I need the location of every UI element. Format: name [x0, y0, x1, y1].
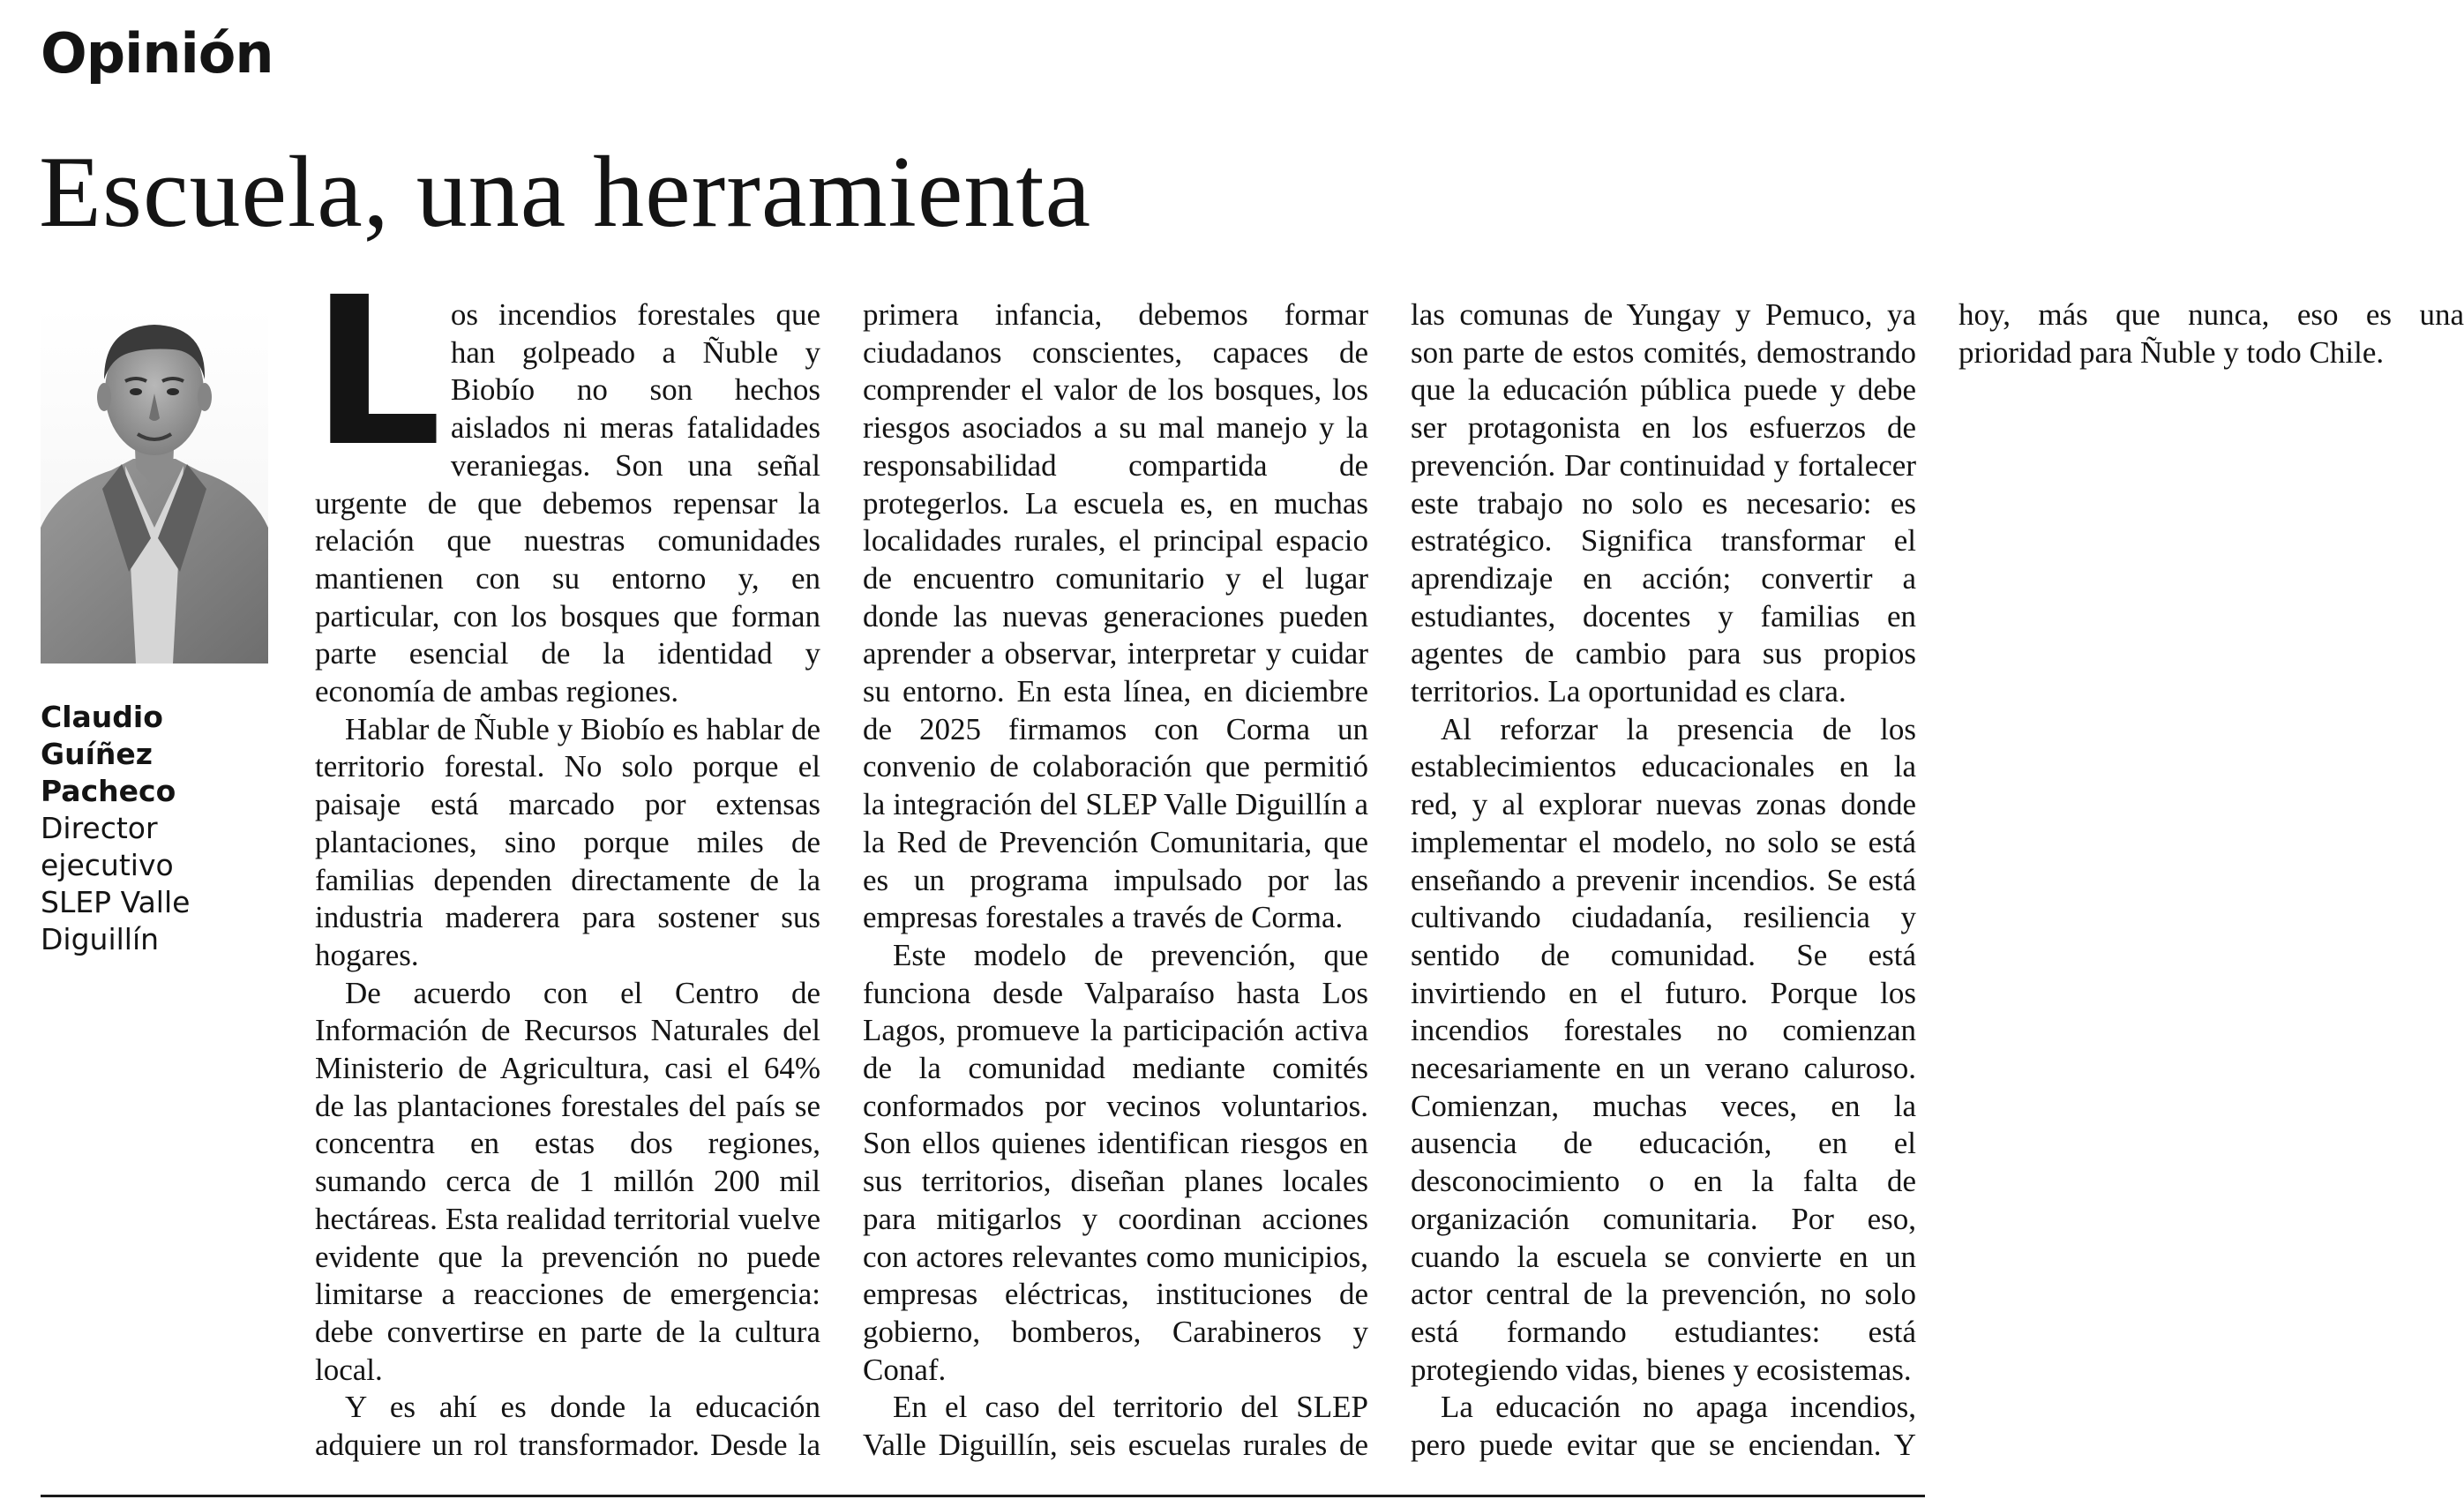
- author-name-line: Claudio: [41, 700, 163, 734]
- author-photo: [41, 307, 268, 664]
- author-role-line: SLEP Valle: [41, 885, 191, 919]
- bottom-rule: [41, 1495, 1925, 1497]
- article-paragraph: La educación no apaga incendios, pero puede evitar que se enciendan. Y hoy, más que nunca, eso es una prioridad para Ñuble y todo Chile.: [1411, 297, 2464, 1463]
- article-body: [311, 253, 2464, 1467]
- article-paragraph: Al reforzar la presencia de los establecimientos educacionales en la red, y al explorar nuevas zonas donde implementar el modelo, no solo se está enseñando a prevenir incendios. Se está cultivando ciudadanía, resiliencia y sentido de comunidad. Se está invirtiendo en el futuro. Porque los incendios forestales no comienzan necesariamente en un verano caluroso. Comienzan, muchas veces, en la ausencia de educación, en el desconocimiento o en la falta de organización comunitaria. Por eso, cuando la escuela se convierte en un actor central de la prevención, no solo está formando estudiantes: está protegiendo vidas, bienes y ecosistemas.: [1411, 711, 1916, 1387]
- headline: Escuela, una herramienta: [39, 136, 1092, 249]
- article-paragraph: En el caso del territorio del SLEP Valle Diguillín, seis escuelas rurales de las comunas de Yungay y Pemuco, ya son parte de estos comités, demostrando que la educación pública puede y debe ser protagonista en los esfuerzos de prevención. Dar continuidad y fortalecer este trabajo no solo es necesario: es estratégico. Significa transformar el aprendizaje en acción; convertir a estudiantes, docentes y familias en agentes de cambio para sus propios territorios. La oportunidad es clara.: [863, 297, 1916, 1463]
- author-name-line: Pacheco: [41, 774, 176, 808]
- section-label: Opinión: [41, 21, 273, 86]
- article-paragraph: De acuerdo con el Centro de Información de Recursos Naturales del Ministerio de Agricultura, casi el 64% de las plantaciones forestales del país se concentra en estas dos regiones, sumando cerca de 1 millón 200 mil hectáreas. Esta realidad territorial vuelve evidente que la prevención no puede limitarse a reacciones de emergencia: debe convertirse en parte de la cultura local.: [315, 975, 820, 1387]
- article-paragraph: Y es ahí es donde la educación adquiere un rol transformador. Desde la primera infancia, debemos formar ciudadanos conscientes, capaces de comprender el valor de los bosques, los riesgos asociados a su mal manejo y la responsabilidad compartida de protegerlos. La escuela es, en muchas localidades rurales, el principal espacio de encuentro comunitario y el lugar donde las nuevas generaciones pueden aprender a observar, interpretar y cuidar su entorno. En esta línea, en diciembre de 2025 firmamos con Corma un convenio de colaboración que permitió la integración del SLEP Valle Diguillín a la Red de Prevención Comunitaria, que es un programa impulsado por las empresas forestales a través de Corma.: [315, 297, 1368, 1463]
- article-paragraph: Este modelo de prevención, que funciona desde Valparaíso hasta Los Lagos, promueve la participación activa de la comunidad mediante comités conformados por vecinos voluntarios. Son ellos quienes identifican riesgos en sus territorios, diseñan planes locales para mitigarlos y coordinan acciones con actores relevantes como municipios, empresas eléctricas, instituciones de gobierno, bomberos, Carabineros y Conaf.: [863, 937, 1368, 1387]
- author-byline: [41, 699, 252, 958]
- author-role-line: Director: [41, 811, 158, 845]
- article-paragraph: Hablar de Ñuble y Biobío es hablar de territorio forestal. No solo porque el paisaje está marcado por extensas plantaciones, sino porque miles de familias dependen directamente de la industria maderera para sostener sus hogares.: [315, 711, 820, 972]
- author-role-line: ejecutivo: [41, 848, 174, 882]
- article-paragraph: Los incendios forestales que han golpeado a Ñuble y Biobío no son hechos aislados ni meras fatalidades veraniegas. Son una señal urgente de que debemos repensar la relación que nuestras comunidades mantienen con su entorno y, en particular, con los bosques que forman parte esencial de la identidad y economía de ambas regiones.: [311, 253, 820, 709]
- author-name-line: Guíñez: [41, 737, 153, 771]
- author-role-line: Diguillín: [41, 922, 160, 956]
- drop-cap: L: [311, 253, 442, 491]
